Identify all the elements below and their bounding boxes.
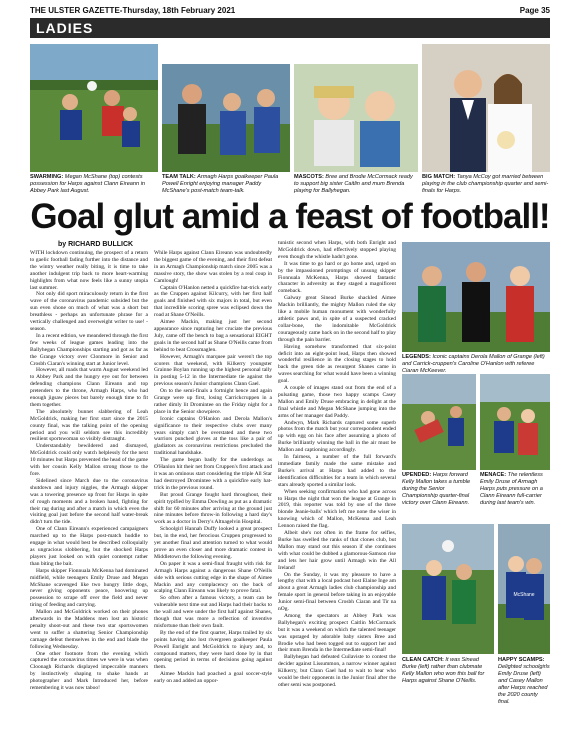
article-paragraph: On to the semi-finals a fortnight hence and again Grange were up first, losing Carrickcruppen in a rather dimly lit Dromintee on the Friday night for a place in the Senior showpiece. [154, 388, 272, 415]
article-paragraph: Andwyn, Mark Richards captured some superb photos from the match but your correspondent ended up with egg on his face after assuming a photo of Burke brilliantly winning the ball in the air must be Mallon and captioning accordingly. [278, 419, 396, 454]
masthead [30, 4, 550, 16]
article-column-3 [278, 240, 396, 732]
jersey-sponsor-text: McShane [513, 592, 535, 598]
article-paragraph: A couple of images stand out from the end of a pulsating game, those two happy scamps Casey Mallon and Emily Druse embracing in delight at the final whistle and Megan McShane jumping into the arms of her manager dad Paddy. [278, 385, 396, 419]
photo-legends [402, 242, 550, 352]
article-paragraph: While Harps against Clann Eireann was undoubtedly the biggest game of the evening, and their first defeat in an Armagh Championship match since 2005 was a massive story, the show was stolen by a real coup in Camlough! [154, 250, 272, 284]
article-paragraph: Having somehow transformed that six-point deficit into an eight-point lead, Harps then showed wonderful resilience in the closing stages to hold back the green tide as resurgent Shanes came in waves searching for what would have been a winning goal. [278, 343, 396, 385]
photo-team-talk [162, 64, 290, 172]
caption-mascots: MASCOTS: Bree and Brodie McCormack ready to support big sister Caitlin and mum Brenda playing for Ballyhegan. [294, 174, 413, 194]
article-paragraph: In fairness, a number of the full forward's immediate family made the same mistake and Burke's arrival at Harps had added to the identification difficulties for a team in which several stars already sported a similar look. [278, 454, 396, 488]
article-paragraph: Mallon and McGoldrick worked on their phones afterwards in the Maddens men lost an historic penalty shoot-out and these two star sportswomen went to suffer a shattering Senior Championship carnage defeat themselves in the end and blade the following Wednesday. [30, 609, 148, 650]
article-paragraph: The game began badly for the underdogs as O'Hanlon hit their net from Cruppen's first attack and it was an ominous start considering the triple All Star had destroyed Dromintee with a quickfire early hat-trick in the previous round. [154, 457, 272, 491]
article-paragraph: Aimee Mackin, making just her second appearance since rupturing her cruciate the previous July, came off the bench to bag a sensational EIGHT goals in the second half as Shane O'Neills came from behind to beat Crossmaglen. [154, 319, 272, 353]
article-paragraph: Ballyhegan had defeated Cuilaviste to contest the decider against Lissummon, a narrow winner against Kilkerry, but Clann Gael had to wait to hear who would be their opponents in the Junior final after the other semi was postponed. [278, 654, 396, 688]
article-paragraph: However, Armagh's marquee pair weren't the top scorers that weekend, with Kilkerry youngster Grainne Boylan running up the highest personal tally in posting 5-12 in the Intermediate tie against the previous season's Junior champions Clann Gael. [154, 353, 272, 388]
caption-upended: UPENDED: Harps forward Kelly Mallon takes a tumble during the Senior Championship quarter-final victory over Clann Eireann. [402, 472, 471, 506]
article-paragraph: In a recent edition, we meandered through the first few weeks of league games leading into the Ballyhegan Championships starting and got as far as the Grange victory over Clonmore in Senior and Crosbh Ciaran's winning start at Junior level. [30, 332, 148, 367]
article-paragraph: The absolutely bunnet slabbering of Leah McGoldrick, making her first start since the 2015 county final, was the talking point of the opening period and you will seldom see this incredibly resilient sportswoman so visibly distraught. [30, 408, 148, 443]
caption-happy-scamps: HAPPY SCAMPS: Delighted schoolgirls Emily Druse (left) and Casey Mallon after Harps reached the 2020 county final. [498, 657, 550, 705]
photo-upended [402, 374, 476, 470]
article-paragraph: But proud Grange fought hard throughout, their spirit typified by Emma Dowling as put as a dramatic shift for 60 minutes after arriving at the ground just nine minutes before throw-in following a hard day's work as a doctor in Derry's Altnagelvin Hospital. [154, 491, 272, 526]
article-column-2 [154, 250, 272, 732]
byline: by RICHARD BULLICK [58, 241, 134, 248]
article-paragraph: Among the spectators at Abbey Park was Ballyhegan's exciting prospect Caitlin McCormack but it was a weekend on which the talented teenager was upstaged by adorable baby sisters Bree and Brodie who had been togged out to support her and their mum Brenda in the Intermediate semi-final! [278, 612, 396, 654]
photo-clean-catch [402, 524, 494, 654]
caption-big-match: BIG MATCH: Tanya McCoy got married between playing in the club championship quarter and semi-finals for Harps. [422, 174, 549, 194]
article-paragraph: Iconic captains O'Hanlon and Derola Mallon's significance to their respective clubs over many years simply can't be overstated and these two warriors punched gloves at the toss like a pair of gladiators as coronavirus restrictions precluded the traditional handshake. [154, 415, 272, 457]
article-paragraph: Captain O'Hanlon netted a quickfire hat-trick early as the Cruppen against Kilcurry, with her first half goals and finished with six majors in total, but even that incredible scoring spree was eclipsed down the road at Shane O'Neills. [154, 284, 272, 319]
article-paragraph: Not only did sport miraculously return in the first wave of the coronavirus pandemic subsided but the sun even shone on much of what was a short but breathless - perhaps an unfortunate phrase for a vertically challenged and overweight writer to use! - season. [30, 291, 148, 332]
article-paragraph: Aimee Mackin had poached a goal soccer-style early on and added an oppor- [154, 671, 272, 685]
article-paragraph: It was time to go hard or go home and, urged on by the impassioned promptings of unsung skipper Fionnuala McKenna, Harps showed fantastic character in adversity as they staged a magnificent comeback. [278, 260, 396, 295]
article-paragraph: When seeking confirmation who had gone across to Harps the night that won the league at Grange in 2019, this reporter was told by one of the three blonde Jeanie-balls' which left me none the wiser in knowing which of Mallon, McKenna and Leah Lennon raised the flag. [278, 488, 396, 530]
photo-big-match [422, 44, 550, 172]
article-paragraph: One of Clann Eireann's experienced campaigners marched up to the Harps post-match huddle to engage in what would best be described colloquially as ungracious slobbering, but the shocked Harps players just looked on with quiet contempt rather than biting the bait. [30, 526, 148, 567]
caption-swarming: SWARMING: Megan McShane (top) contests possession for Harps against Clann Eireann in Abbey Park last August. [30, 174, 146, 194]
article-paragraph: tunistic second when Harps, with both Enright and McGoldrick down, had effectively stopped playing even though the whistle hadn't gone. [278, 240, 396, 260]
headline: Goal glut amid a feast of football! [30, 197, 550, 236]
photo-menace [480, 374, 550, 470]
section-title: LADIES [36, 20, 94, 36]
article-paragraph: However, all roads that warm August weekend led to Abbey Park and the hungry eye out for between defending champions Clann Eireann and top pretenders to the throne, Armagh Harps, who had enough jigsaw pieces but barely enough time to fit them together. [30, 367, 148, 408]
article-paragraph: So often after a famous victory, a team can be vulnerable next time out and Harps had their backs to the wall and were under the first half against Shanes, though that was more a reflection of inventive misfortune than their own fault. [154, 595, 272, 629]
photo-mascots [294, 64, 418, 172]
article-paragraph: By the end of the first quarter, Harps trailed by six points having also lost rivergreen goalkeeper Paula Powell Enright and McGoldrick to injury and, to compound matters, they were hard done by in that opening period in terms of decisions going against them. [154, 629, 272, 671]
article-paragraph: Albeit she's not often in the frame for selfies, Burke has swelled the ranks of that clones club, but Mallon may stand out this season if she continues with what could be dubbed a glamorous-Samson rise and lets her hair grow until Armagh win the All Ireland! [278, 530, 396, 571]
caption-legends: LEGENDS: Iconic captains Derola Mallon of Grange (left) and Carrick-cruppen's Caroline O'Hanlon with referee Ciaran McKeever. [402, 354, 545, 374]
article-paragraph: Understandably bewildered and dismayed, McGoldrick could only watch helplessly for the next 10 minutes but Harps prevented the head of the game with her cousin Kelly Mallon strong those to the fore. [30, 443, 148, 477]
article-paragraph: One other footnote from the evening which captured the coronavirus times we were in was when Cloonagh Richards displayed impeccable manners by instinctively shaping to shake hands at photographer and Mark Introduced her, before remembering it was now taboo! [30, 650, 148, 692]
photo-happy-scamps [498, 524, 550, 654]
caption-clean-catch: CLEAN CATCH: It was Sinead Burke (left) rather than clubmate Kelly Mallon who won this ball for Harps against Shane O'Neills. [402, 657, 485, 684]
article-paragraph: WITH lockdown continuing, the prospect of a return to gaelic football fading further into the distance and the wintry weather really biting, it is time to take another indulgent trip back to more heart-warming highlights from what now feels like a sunny utopia last summer. [30, 250, 148, 291]
article-column-1 [30, 250, 148, 732]
paper-date: THE ULSTER GAZETTE-Thursday, 18th February 2021 [30, 5, 236, 15]
article-paragraph: Schoolgirl Hannah Duffy looked a great prospect but, in the end, her ferocious Cruppen progressed to yet another final and attention turned to what would prove an even closer and more dramatic contest in Middletown the following evening. [154, 526, 272, 560]
caption-menace: MENACE: The relentless Emily Druse of Armagh Harps puts pressure on a Clann Eireann full-carrier during last team's win. [480, 472, 543, 506]
article-paragraph: On the Sunday, it was my pleasure to have a lengthy chat with a local podcast host Elaine Inge am about a great Armagh ladies club championship and female sport in general before taking in an enjoyable Junior semi-final between Crosbh Ciaran and Tir na nOg. [278, 571, 396, 613]
page-number: Page 35 [519, 5, 550, 15]
photo-swarming [30, 44, 158, 172]
article-paragraph: Sidelined since March due to the coronavirus shutdown and injury niggles, the Armagh skipper was a towering presence up front for Harps in spite of rough moments and a broken hand, fighting for their rag during and after a match in which even the visiting goal just before the second half water-break didn't turn the tide. [30, 477, 148, 526]
article-paragraph: Galway great Sinead Burke shackled Aimee Mackin brilliantly, the mighty Mallon ruled the sky like a mobile human monument with wonderfully athletic paws and, in spite of a suspected cracked collar-bone, the indomitable McGoldrick courageously came back on in the second half to play through the pain barrier. [278, 295, 396, 343]
article-paragraph: Harps skipper Fionnuala McKenna had dominated midfield, while teenagers Emily Druse and Megan McShane scavenged like two hungry little dogs, never giving opponents peace, hoovering up possession to scrape off over the field and never tiring of feeding and carrying. [30, 567, 148, 609]
section-banner [30, 18, 550, 38]
caption-team-talk: TEAM TALK: Armagh Harps goalkeeper Paula Powell Enright enjoying manager Paddy McShane's post-match team-talk. [162, 174, 279, 194]
article-paragraph: On paper it was a semi-final fraught with risk for Armagh Harps against a dangerous Shane O'Neills side with serious cutting edge in the shape of Aimee Mackin and any complacency on the back of scalping Clann Eireann was likely to prove fatal. [154, 560, 272, 595]
